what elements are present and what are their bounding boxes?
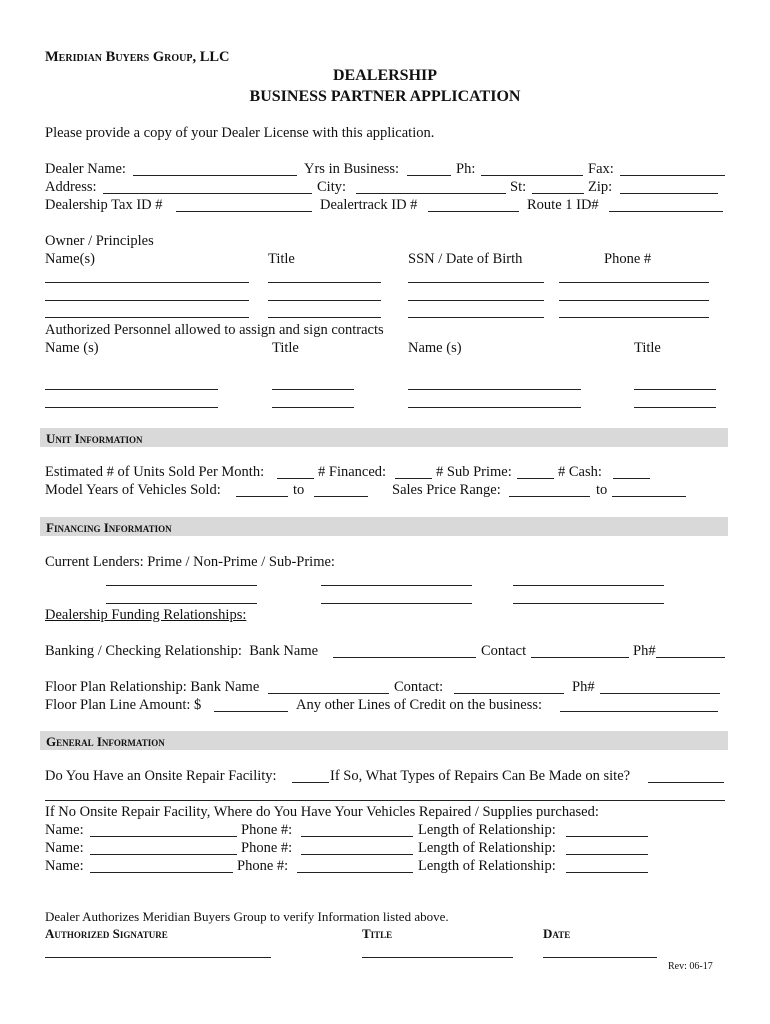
financing-section-title: Financing Information: [46, 520, 172, 535]
signature-field[interactable]: [45, 957, 271, 958]
floor-bank-name-field[interactable]: [268, 693, 389, 694]
revision-label: Rev: 06-17: [668, 961, 713, 972]
zip-field[interactable]: [620, 193, 718, 194]
authorized-col-title-2: Title: [634, 340, 661, 356]
city-label: City:: [317, 179, 347, 195]
title-line-2: BUSINESS PARTNER APPLICATION: [249, 88, 521, 105]
repair-name-label: Name:: [45, 840, 84, 856]
repair-length-label: Length of Relationship:: [418, 822, 556, 838]
price-range-from-field[interactable]: [509, 496, 590, 497]
signature-date-field[interactable]: [543, 957, 657, 958]
floor-amount-field[interactable]: [214, 711, 288, 712]
price-range-to: to: [596, 482, 608, 498]
yrs-business-field[interactable]: [407, 175, 451, 176]
financed-field[interactable]: [395, 478, 432, 479]
title-line-1: DEALERSHIP: [332, 67, 438, 84]
owner-phone-field[interactable]: [559, 317, 709, 318]
route1-field[interactable]: [609, 211, 723, 212]
repair-facility-question: Do You Have an Onsite Repair Facility:: [45, 768, 277, 784]
dealertrack-field[interactable]: [428, 211, 519, 212]
address-field[interactable]: [103, 193, 312, 194]
repair-length-field[interactable]: [566, 872, 648, 873]
model-years-label: Model Years of Vehicles Sold:: [45, 482, 221, 498]
model-years-from-field[interactable]: [236, 496, 288, 497]
repair-phone-label: Phone #:: [241, 840, 293, 856]
cash-label: # Cash:: [558, 464, 602, 480]
intro-text: Please provide a copy of your Dealer License with this application.: [45, 125, 435, 141]
zip-label: Zip:: [588, 179, 613, 195]
floor-ph-label: Ph#: [572, 679, 595, 695]
banking-label: Banking / Checking Relationship: Bank Name: [45, 643, 319, 659]
price-range-label: Sales Price Range:: [392, 482, 501, 498]
owner-name-field[interactable]: [45, 282, 249, 283]
authorized-col-title-1: Title: [272, 340, 299, 356]
repair-phone-field[interactable]: [301, 854, 413, 855]
bank-name-field[interactable]: [333, 657, 476, 658]
dealer-ph-label: Ph:: [456, 161, 476, 177]
banking-contact-field[interactable]: [531, 657, 629, 658]
repair-name-field[interactable]: [90, 854, 237, 855]
repair-length-field[interactable]: [566, 854, 648, 855]
model-years-to: to: [293, 482, 305, 498]
repair-name-field[interactable]: [90, 872, 233, 873]
repair-phone-label: Phone #:: [237, 858, 289, 874]
repair-name-field[interactable]: [90, 836, 237, 837]
authorized-name-field[interactable]: [45, 389, 218, 390]
authorized-title-field[interactable]: [272, 389, 354, 390]
state-field[interactable]: [532, 193, 584, 194]
repair-phone-label: Phone #:: [241, 822, 293, 838]
authorized-name-field[interactable]: [408, 389, 581, 390]
floor-plan-label: Floor Plan Relationship: Bank Name: [45, 679, 260, 695]
banking-ph-label: Ph#: [633, 643, 656, 659]
cash-field[interactable]: [613, 478, 650, 479]
owner-ssn-field[interactable]: [408, 282, 544, 283]
unit-info-section-title: Unit Information: [46, 431, 143, 446]
other-credit-field[interactable]: [560, 711, 718, 712]
subprime-field[interactable]: [517, 478, 554, 479]
other-credit-label: Any other Lines of Credit on the business:: [296, 697, 543, 713]
lender-field[interactable]: [513, 585, 664, 586]
repair-phone-field[interactable]: [301, 836, 413, 837]
authorized-title-field[interactable]: [634, 389, 716, 390]
lender-field[interactable]: [321, 603, 472, 604]
model-years-to-field[interactable]: [314, 496, 368, 497]
financing-section-bar: [40, 517, 728, 536]
owners-col-title: Title: [268, 251, 295, 267]
repair-phone-field[interactable]: [297, 872, 413, 873]
authorized-heading: Authorized Personnel allowed to assign and sign contracts: [45, 322, 384, 338]
floor-contact-label: Contact:: [394, 679, 444, 695]
route1-label: Route 1 ID#: [527, 197, 599, 213]
repair-length-label: Length of Relationship:: [418, 840, 556, 856]
dealer-name-label: Dealer Name:: [45, 161, 126, 177]
lender-field[interactable]: [513, 603, 664, 604]
owner-name-field[interactable]: [45, 300, 249, 301]
yrs-business-label: Yrs in Business:: [304, 161, 400, 177]
owners-col-ssn: SSN / Date of Birth: [408, 251, 523, 267]
owner-ssn-field[interactable]: [408, 317, 544, 318]
general-section-title: General Information: [46, 734, 165, 749]
repair-types-field-continued[interactable]: [45, 800, 725, 801]
dealer-fax-label: Fax:: [588, 161, 614, 177]
repair-name-label: Name:: [45, 858, 84, 874]
address-label: Address:: [45, 179, 97, 195]
funding-relationships-heading: Dealership Funding Relationships:: [45, 607, 247, 623]
owner-ssn-field[interactable]: [408, 300, 544, 301]
lenders-label: Current Lenders: Prime / Non-Prime / Sub-Prime:: [45, 554, 335, 570]
financed-label: # Financed:: [318, 464, 387, 480]
lender-field[interactable]: [106, 603, 257, 604]
floor-contact-field[interactable]: [454, 693, 564, 694]
authorized-col-name-1: Name (s): [45, 340, 99, 356]
owners-col-names: Name(s): [45, 251, 95, 267]
dealer-fax-field[interactable]: [620, 175, 725, 176]
owner-phone-field[interactable]: [559, 282, 709, 283]
owner-phone-field[interactable]: [559, 300, 709, 301]
authorize-statement: Dealer Authorizes Meridian Buyers Group to verify Information listed above.: [45, 909, 449, 924]
authorized-signature-label: Authorized Signature: [45, 926, 168, 941]
repair-name-label: Name:: [45, 822, 84, 838]
banking-ph-field[interactable]: [656, 657, 725, 658]
authorized-name-field[interactable]: [408, 407, 581, 408]
tax-id-label: Dealership Tax ID #: [45, 197, 163, 213]
signature-title-label: Title: [362, 926, 393, 941]
owner-title-field[interactable]: [268, 317, 381, 318]
company-name: Meridian Buyers Group, LLC: [45, 49, 230, 65]
owners-col-phone: Phone #: [604, 251, 652, 267]
owner-title-field[interactable]: [268, 300, 381, 301]
state-label: St:: [510, 179, 527, 195]
general-section-bar: [40, 731, 728, 750]
authorized-title-field[interactable]: [272, 407, 354, 408]
floor-ph-field[interactable]: [600, 693, 720, 694]
repair-length-field[interactable]: [566, 836, 648, 837]
subprime-label: # Sub Prime:: [436, 464, 512, 480]
dealer-name-field[interactable]: [133, 175, 297, 176]
authorized-title-field[interactable]: [634, 407, 716, 408]
repair-length-label: Length of Relationship:: [418, 858, 556, 874]
repair-facility-field[interactable]: [292, 782, 329, 783]
est-units-field[interactable]: [277, 478, 314, 479]
unit-info-section-bar: [40, 428, 728, 447]
authorized-name-field[interactable]: [45, 407, 218, 408]
owners-heading: Owner / Principles: [45, 233, 154, 249]
owner-name-field[interactable]: [45, 317, 249, 318]
dealer-ph-field[interactable]: [481, 175, 583, 176]
owner-title-field[interactable]: [268, 282, 381, 283]
no-repair-facility-text: If No Onsite Repair Facility, Where do You Have Your Vehicles Repaired / Supplies purchased:: [45, 804, 599, 820]
dealertrack-label: Dealertrack ID #: [320, 197, 418, 213]
city-field[interactable]: [356, 193, 506, 194]
tax-id-field[interactable]: [176, 211, 312, 212]
price-range-to-field[interactable]: [612, 496, 686, 497]
lender-field[interactable]: [321, 585, 472, 586]
repair-types-question: If So, What Types of Repairs Can Be Made on site?: [330, 768, 631, 784]
signature-date-label: Date: [543, 926, 571, 941]
repair-types-field[interactable]: [648, 782, 724, 783]
banking-contact-label: Contact: [481, 643, 527, 659]
signature-title-field[interactable]: [362, 957, 513, 958]
floor-amount-label: Floor Plan Line Amount: $: [45, 697, 202, 713]
lender-field[interactable]: [106, 585, 257, 586]
authorized-col-name-2: Name (s): [408, 340, 462, 356]
est-units-label: Estimated # of Units Sold Per Month:: [45, 464, 265, 480]
